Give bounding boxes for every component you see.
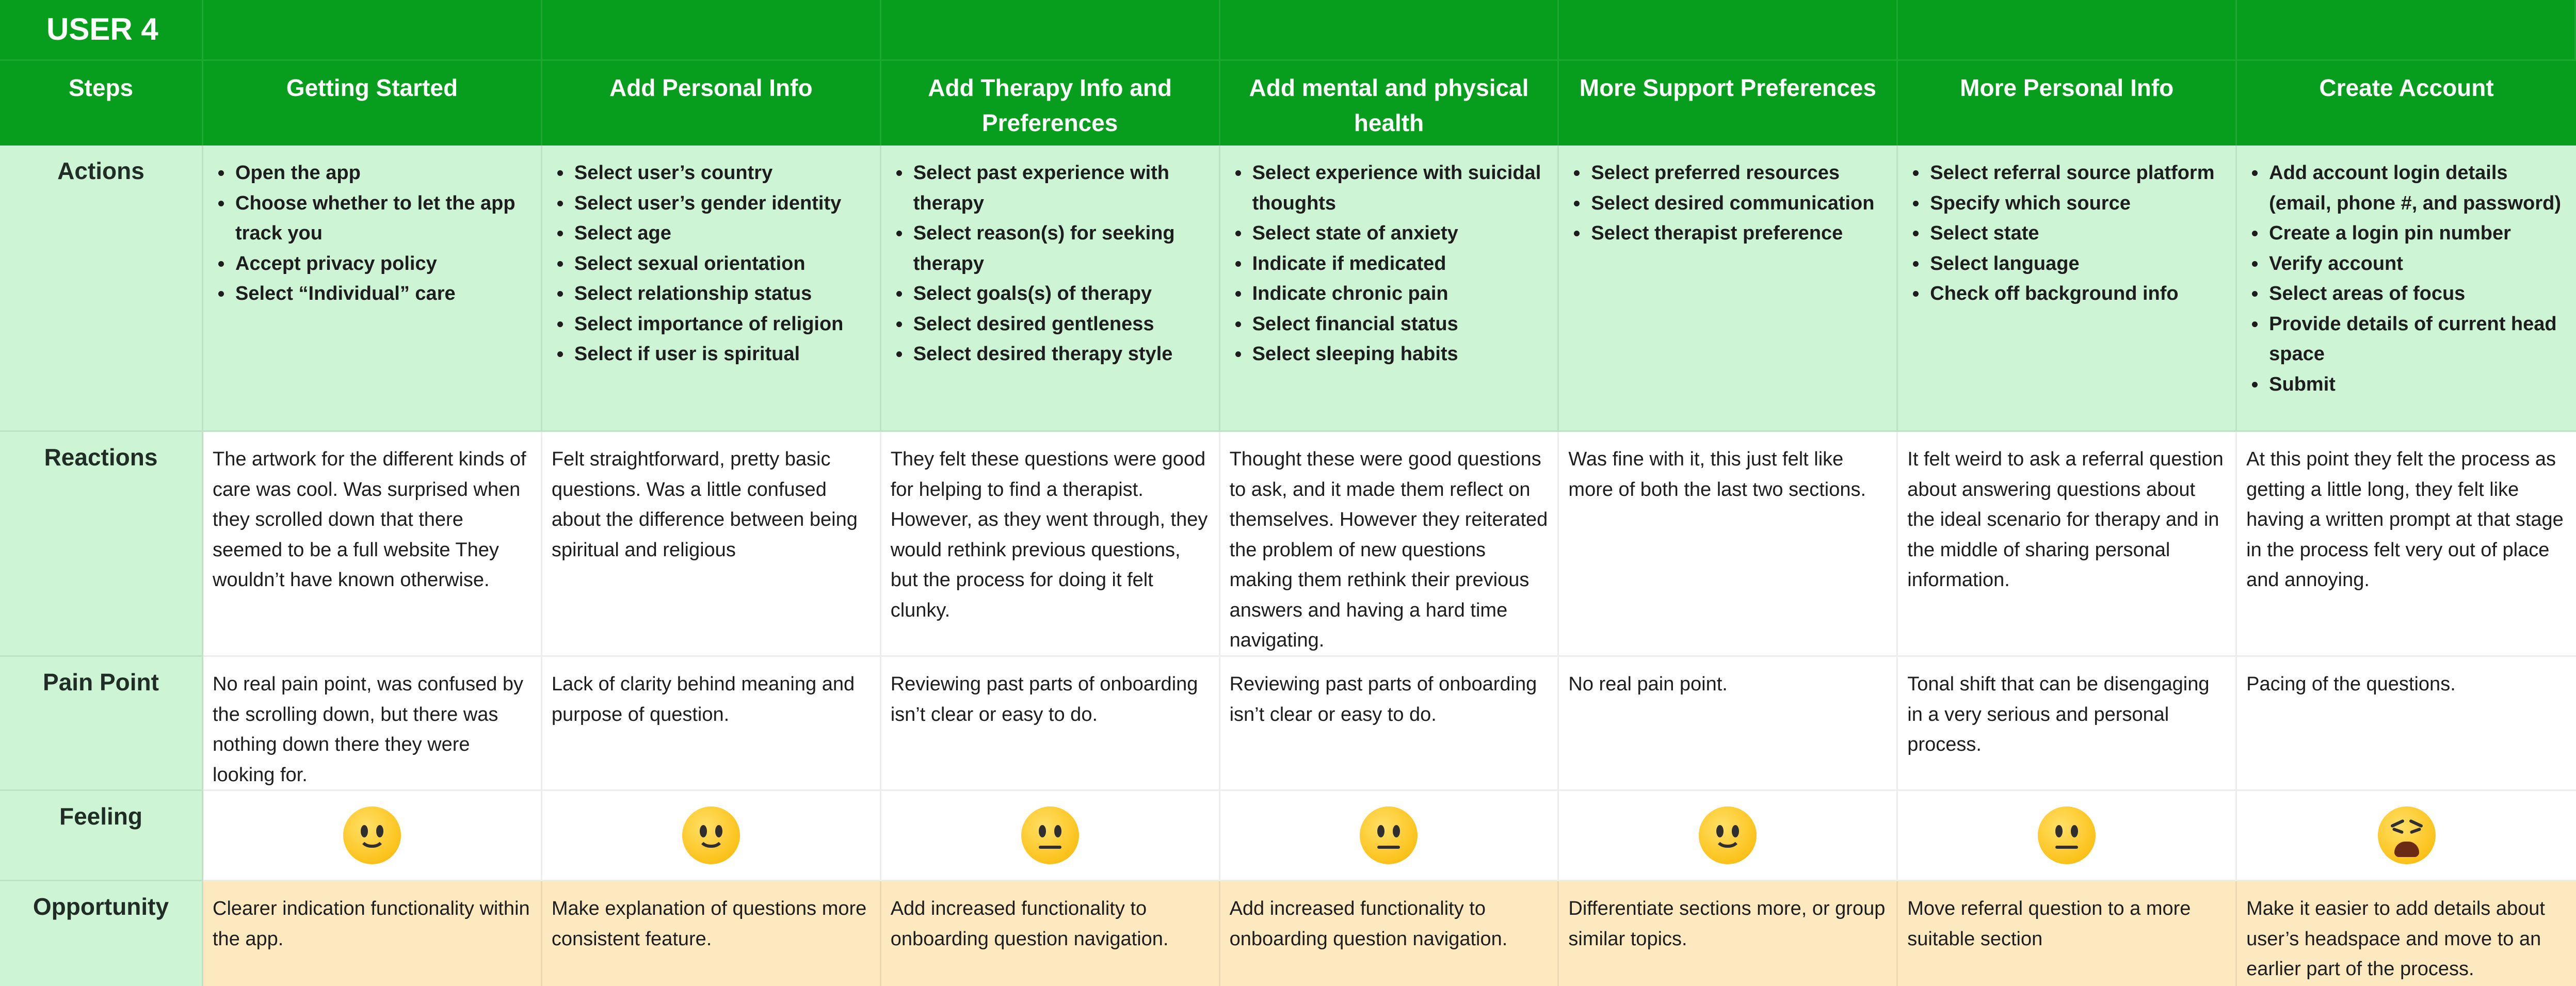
action-item: • Select desired communication	[1589, 188, 1887, 219]
action-item: • Select past experience with therapy	[911, 158, 1210, 218]
action-item: • Select reason(s) for seeking therapy	[911, 218, 1210, 279]
reaction-cell	[203, 432, 542, 657]
opportunity-cell	[1898, 881, 2237, 986]
pain-point-cell	[1898, 657, 2237, 791]
pain-point-cell	[1220, 657, 1559, 791]
pain-point-cell	[2237, 657, 2576, 791]
pain-point-text: Reviewing past parts of onboarding isn’t clear or easy to do.	[890, 673, 1198, 725]
row-label-pain-point: Pain Point	[0, 657, 203, 791]
reaction-text: Was fine with it, this just felt like more of both the last two sections.	[1568, 448, 1866, 500]
reaction-text: Felt straightforward, pretty basic questions. Was a little confused about the difference between being spiritual and religious	[551, 448, 858, 561]
actions-cell	[203, 146, 542, 432]
reaction-text: Thought these were good questions to ask, and it made them reflect on themselves. However they reiterated the problem of new questions making them rethink their previous answers and having a hard time navigating.	[1229, 448, 1548, 651]
opportunity-cell	[203, 881, 542, 986]
reaction-cell	[881, 432, 1220, 657]
actions-list	[891, 158, 1210, 369]
action-item: • Choose whether to let the app track you	[233, 188, 532, 249]
feeling-cell	[881, 791, 1220, 881]
actions-cell	[1898, 146, 2237, 432]
actions-cell	[1559, 146, 1898, 432]
pain-point-cell	[203, 657, 542, 791]
opportunity-text: Add increased functionality to onboarding question navigation.	[1229, 898, 1508, 950]
actions-list	[2246, 158, 2567, 399]
actions-cell	[1220, 146, 1559, 432]
feeling-cell	[2237, 791, 2576, 881]
action-item: • Select referral source platform	[1928, 158, 2226, 188]
row-label-reactions: Reactions	[0, 432, 203, 657]
reaction-cell	[1898, 432, 2237, 657]
opportunity-cell	[1559, 881, 1898, 986]
action-item: • Select user’s gender identity	[572, 188, 871, 219]
action-item: • Add account login details (email, phone #, and password)	[2267, 158, 2567, 218]
opportunity-text: Add increased functionality to onboarding question navigation.	[890, 898, 1169, 950]
step-header: Create Account	[2237, 61, 2576, 146]
row-label-steps: Steps	[0, 61, 203, 146]
feeling-cell	[542, 791, 881, 881]
opportunity-cell	[1220, 881, 1559, 986]
feeling-cell	[1898, 791, 2237, 881]
pain-point-text: Pacing of the questions.	[2246, 673, 2456, 695]
pain-point-cell	[542, 657, 881, 791]
action-item: • Select preferred resources	[1589, 158, 1887, 188]
action-item: • Select language	[1928, 249, 2226, 279]
action-item: • Indicate chronic pain	[1250, 279, 1549, 309]
step-header: Add Personal Info	[542, 61, 881, 146]
neutral-face-icon	[2038, 806, 2096, 864]
action-item: • Select desired therapy style	[911, 339, 1210, 369]
reaction-cell	[542, 432, 881, 657]
action-item: • Indicate if medicated	[1250, 249, 1549, 279]
pain-point-cell	[1559, 657, 1898, 791]
opportunity-text: Move referral question to a more suitable section	[1907, 898, 2191, 950]
opportunity-cell	[2237, 881, 2576, 986]
neutral-face-icon	[1021, 806, 1079, 864]
action-item: • Select therapist preference	[1589, 218, 1887, 249]
board-title: USER 4	[46, 12, 158, 46]
step-header: Getting Started	[203, 61, 542, 146]
actions-cell	[542, 146, 881, 432]
step-header: More Personal Info	[1898, 61, 2237, 146]
reaction-cell	[2237, 432, 2576, 657]
action-item: • Select sleeping habits	[1250, 339, 1549, 369]
action-item: • Create a login pin number	[2267, 218, 2567, 249]
action-item: • Select relationship status	[572, 279, 871, 309]
action-item: • Provide details of current head space	[2267, 309, 2567, 369]
feeling-cell	[1220, 791, 1559, 881]
action-item: • Select areas of focus	[2267, 279, 2567, 309]
action-item: • Specify which source	[1928, 188, 2226, 219]
board-title-bar	[0, 0, 2576, 61]
pain-point-text: No real pain point.	[1568, 673, 1728, 695]
opportunity-text: Differentiate sections more, or group similar topics.	[1568, 898, 1886, 950]
actions-cell	[2237, 146, 2576, 432]
action-item: • Select age	[572, 218, 871, 249]
action-item: • Verify account	[2267, 249, 2567, 279]
reaction-cell	[1559, 432, 1898, 657]
action-item: • Select state of anxiety	[1250, 218, 1549, 249]
opportunity-cell	[881, 881, 1220, 986]
pain-point-text: Reviewing past parts of onboarding isn’t clear or easy to do.	[1229, 673, 1537, 725]
row-label-actions: Actions	[0, 146, 203, 432]
slightly-smiling-face-icon	[343, 806, 401, 864]
slightly-smiling-face-icon	[682, 806, 740, 864]
reaction-cell	[1220, 432, 1559, 657]
neutral-face-icon	[1360, 806, 1418, 864]
pain-point-text: Tonal shift that can be disengaging in a very serious and personal process.	[1907, 673, 2210, 755]
reaction-text: At this point they felt the process as getting a little long, they felt like having a written prompt at that stage in the process felt very out of place and annoying.	[2246, 448, 2564, 591]
step-header: Add mental and physical health	[1220, 61, 1559, 146]
reaction-text: They felt these questions were good for helping to find a therapist. However, as they went through, they would rethink previous questions, but the process for doing it felt clunky.	[890, 448, 1208, 621]
opportunity-text: Make it easier to add details about user’s headspace and move to an earlier part of the process.	[2246, 898, 2545, 980]
weary-face-icon	[2378, 806, 2436, 864]
action-item: • Select importance of religion	[572, 309, 871, 340]
action-item: • Select financial status	[1250, 309, 1549, 340]
actions-list	[1907, 158, 2226, 309]
step-header: Add Therapy Info and Preferences	[881, 61, 1220, 146]
feeling-cell	[1559, 791, 1898, 881]
pain-point-text: No real pain point, was confused by the scrolling down, but there was nothing down there they were looking for.	[213, 673, 524, 786]
reaction-text: It felt weird to ask a referral question about answering questions about the ideal scenario for therapy and in the middle of sharing personal information.	[1907, 448, 2224, 591]
action-item: • Select desired gentleness	[911, 309, 1210, 340]
actions-cell	[881, 146, 1220, 432]
pain-point-text: Lack of clarity behind meaning and purpose of question.	[551, 673, 855, 725]
opportunity-text: Make explanation of questions more consistent feature.	[551, 898, 867, 950]
action-item: • Accept privacy policy	[233, 249, 532, 279]
pain-point-cell	[881, 657, 1220, 791]
actions-list	[1230, 158, 1549, 369]
action-item: • Select goals(s) of therapy	[911, 279, 1210, 309]
action-item: • Select experience with suicidal thoughts	[1250, 158, 1549, 218]
row-label-feeling: Feeling	[0, 791, 203, 881]
action-item: • Open the app	[233, 158, 532, 188]
action-item: • Select if user is spiritual	[572, 339, 871, 369]
action-item: • Select state	[1928, 218, 2226, 249]
slightly-smiling-face-icon	[1699, 806, 1757, 864]
step-header: More Support Preferences	[1559, 61, 1898, 146]
reaction-text: The artwork for the different kinds of care was cool. Was surprised when they scrolled down that there seemed to be a full website They wouldn’t have known otherwise.	[213, 448, 526, 591]
actions-list	[552, 158, 871, 369]
opportunity-cell	[542, 881, 881, 986]
action-item: • Select sexual orientation	[572, 249, 871, 279]
row-label-opportunity: Opportunity	[0, 881, 203, 986]
actions-list	[1568, 158, 1887, 249]
action-item: • Select user’s country	[572, 158, 871, 188]
actions-list	[213, 158, 532, 309]
opportunity-text: Clearer indication functionality within the app.	[213, 898, 530, 950]
action-item: • Check off background info	[1928, 279, 2226, 309]
action-item: • Select “Individual” care	[233, 279, 532, 309]
feeling-cell	[203, 791, 542, 881]
action-item: • Submit	[2267, 369, 2567, 400]
